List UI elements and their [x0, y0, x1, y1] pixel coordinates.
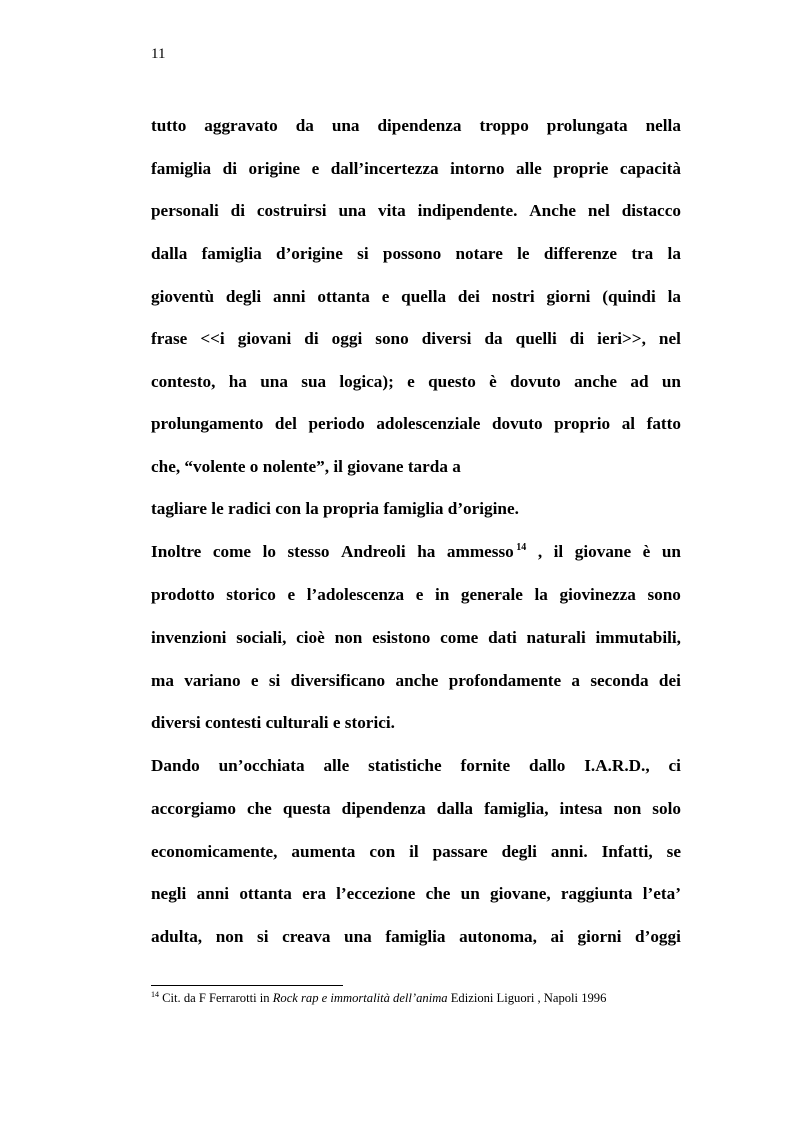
word: (quindi: [602, 287, 656, 306]
word: nella: [645, 116, 681, 135]
word: aumenta: [291, 842, 356, 861]
word: che: [246, 799, 272, 818]
word: dallo: [529, 756, 566, 775]
word: fatto: [646, 414, 681, 433]
word: giorni: [577, 927, 622, 946]
word: giovani: [237, 329, 292, 348]
word: passare: [432, 842, 488, 861]
word: differenze: [543, 244, 618, 263]
word: una: [344, 927, 372, 946]
word: si: [268, 671, 281, 690]
word: generale: [460, 585, 523, 604]
word: una: [331, 116, 360, 135]
word: autonoma,: [459, 927, 537, 946]
word: oggi: [331, 329, 363, 348]
word: creava: [282, 927, 331, 946]
text-line: [151, 370, 681, 394]
word: dei: [658, 671, 681, 690]
word: statistiche: [368, 756, 442, 775]
text-line: [151, 540, 681, 564]
word: d’oggi: [635, 927, 681, 946]
footnote: [151, 991, 606, 1006]
word: e: [407, 372, 415, 391]
word: dati: [488, 628, 517, 647]
word: prodotto: [151, 585, 215, 604]
word: quelli: [515, 329, 557, 348]
word: sono: [647, 585, 681, 604]
word: ieri>>,: [597, 329, 646, 348]
word: diversificano: [290, 671, 386, 690]
word: intorno: [450, 159, 505, 178]
word: diversi: [421, 329, 472, 348]
word: origine: [248, 159, 301, 178]
footnote-rule: [151, 985, 343, 986]
word: l’eta’: [642, 884, 681, 903]
footnote-book-title: Rock rap e immortalità dell’anima: [272, 991, 448, 1005]
word: le: [517, 244, 530, 263]
word: stesso: [287, 542, 330, 561]
word: personali: [151, 201, 219, 220]
word: di: [230, 201, 246, 220]
word: ad: [630, 372, 649, 391]
word: giovane: [574, 542, 632, 561]
word: cioè: [296, 628, 325, 647]
text-line: [151, 157, 681, 181]
word: contesto,: [151, 372, 216, 391]
word: variano: [184, 671, 241, 690]
word: ai: [550, 927, 564, 946]
text-line: [151, 797, 681, 821]
word: si: [257, 927, 269, 946]
word: è: [642, 542, 651, 561]
word: non: [215, 927, 244, 946]
word: con: [369, 842, 396, 861]
text-line: [151, 626, 681, 650]
word: dipendenza: [341, 799, 426, 818]
word: questo: [428, 372, 476, 391]
word: Infatti,: [601, 842, 653, 861]
word: notare: [455, 244, 503, 263]
footnote-number: 14: [151, 990, 159, 999]
word: è: [489, 372, 497, 391]
word: giovane,: [490, 884, 551, 903]
text-line: [151, 327, 681, 351]
word: storico: [226, 585, 276, 604]
word: lo: [262, 542, 276, 561]
word: prolungamento: [151, 414, 264, 433]
word: ammesso $^{14}$: [446, 542, 527, 561]
word: <<i: [200, 329, 225, 348]
word: ha: [417, 542, 436, 561]
word: un: [661, 542, 681, 561]
word: ottanta: [239, 884, 292, 903]
word: seconda: [590, 671, 649, 690]
word: degli: [225, 287, 262, 306]
word: anche: [574, 372, 618, 391]
word: non: [613, 799, 642, 818]
word: ma: [151, 671, 174, 690]
text-line: [151, 882, 681, 906]
word: dalla: [436, 799, 474, 818]
word: da: [295, 116, 314, 135]
word: invenzioni: [151, 628, 227, 647]
word: sono: [375, 329, 409, 348]
word: il: [409, 842, 419, 861]
word: e: [415, 585, 424, 604]
word: il: [553, 542, 564, 561]
text-line: [151, 199, 681, 223]
word: economicamente,: [151, 842, 278, 861]
word: Andreoli: [341, 542, 406, 561]
word: si: [357, 244, 369, 263]
word: esistono: [372, 628, 431, 647]
word: accorgiamo: [151, 799, 236, 818]
word: dei: [457, 287, 480, 306]
word: ha: [228, 372, 247, 391]
word: una: [260, 372, 288, 391]
word: adolescenziale: [376, 414, 481, 433]
word: tra: [631, 244, 654, 263]
word: Inoltre: [151, 542, 202, 561]
word: indipendente.: [417, 201, 518, 220]
word: giorni: [546, 287, 591, 306]
word: sociali,: [236, 628, 287, 647]
word: la: [534, 585, 548, 604]
word: anni: [196, 884, 230, 903]
word: ,: [537, 542, 543, 561]
word: ottanta: [317, 287, 370, 306]
word: al: [621, 414, 636, 433]
word: gioventù: [151, 287, 215, 306]
footnote-reference: 14: [513, 542, 527, 553]
word: dall’incertezza: [330, 159, 439, 178]
word: troppo: [479, 116, 529, 135]
word: anni.: [550, 842, 588, 861]
word: distacco: [621, 201, 681, 220]
word: immutabili,: [595, 628, 681, 647]
text-line: [151, 669, 681, 693]
word: e: [287, 585, 296, 604]
word: del: [274, 414, 297, 433]
word: dovuto: [510, 372, 561, 391]
word: dalla: [151, 244, 188, 263]
word: dovuto: [491, 414, 543, 433]
word: quella: [401, 287, 447, 306]
word: famiglia,: [484, 799, 549, 818]
word: di: [222, 159, 237, 178]
word: giovinezza: [559, 585, 636, 604]
text-line: che, “volente o nolente”, il giovane tarda a: [151, 457, 461, 476]
word: anche: [395, 671, 439, 690]
text-line: [151, 114, 681, 138]
word: proprie: [553, 159, 609, 178]
text-line: [151, 285, 681, 309]
word: nel: [587, 201, 610, 220]
word: vita: [378, 201, 406, 220]
word: e: [381, 287, 390, 306]
word: ci: [668, 756, 681, 775]
text-line: [151, 242, 681, 266]
word: come: [440, 628, 479, 647]
word: famiglia: [385, 927, 446, 946]
page-number: 11: [151, 46, 166, 62]
word: la: [667, 287, 681, 306]
word: alle: [323, 756, 350, 775]
word: negli: [151, 884, 187, 903]
text-line: [151, 925, 681, 949]
word: e: [250, 671, 259, 690]
word: I.A.R.D.,: [584, 756, 650, 775]
footnote-suffix: Edizioni Liguori , Napoli 1996: [447, 991, 607, 1005]
word: famiglia: [201, 244, 262, 263]
word: di: [304, 329, 319, 348]
text-line: [151, 412, 681, 436]
word: raggiunta: [560, 884, 633, 903]
word: degli: [501, 842, 537, 861]
word: l’adolescenza: [306, 585, 405, 604]
word: non: [334, 628, 363, 647]
text-line: diversi contesti culturali e storici.: [151, 713, 395, 732]
word: nostri: [491, 287, 535, 306]
word: frase: [151, 329, 188, 348]
word: era: [302, 884, 326, 903]
word: periodo: [308, 414, 365, 433]
text-line: [151, 840, 681, 864]
word: di: [569, 329, 585, 348]
word: da: [484, 329, 503, 348]
word: proprio: [554, 414, 611, 433]
word: naturali: [526, 628, 586, 647]
word: famiglia: [151, 159, 212, 178]
footnote-prefix: Cit. da F Ferrarotti in: [162, 991, 273, 1005]
word: come: [212, 542, 252, 561]
word: a: [571, 671, 581, 690]
word: nel: [658, 329, 681, 348]
word: questa: [282, 799, 331, 818]
word: solo: [652, 799, 681, 818]
word: anni: [273, 287, 306, 306]
word: profondamente: [448, 671, 562, 690]
word: sua: [301, 372, 327, 391]
word: possono: [382, 244, 442, 263]
word: un: [460, 884, 480, 903]
word: che: [425, 884, 451, 903]
word: tutto: [151, 116, 187, 135]
text-line: [151, 583, 681, 607]
word: fornite: [460, 756, 511, 775]
word: un’occhiata: [218, 756, 305, 775]
word: una: [338, 201, 367, 220]
word: l’eccezione: [336, 884, 416, 903]
word: alle: [516, 159, 542, 178]
word: un: [661, 372, 681, 391]
word: d’origine: [276, 244, 343, 263]
word: prolungata: [546, 116, 628, 135]
word: Anche: [529, 201, 577, 220]
text-line: tagliare le radici con la propria famiglia d’origine.: [151, 499, 519, 518]
word: capacità: [619, 159, 681, 178]
word: intesa: [559, 799, 603, 818]
word: se: [666, 842, 681, 861]
word: costruirsi: [256, 201, 327, 220]
text-line: [151, 754, 681, 778]
word: Dando: [151, 756, 200, 775]
word: dipendenza: [377, 116, 462, 135]
word: la: [667, 244, 681, 263]
word: e: [311, 159, 320, 178]
word: in: [434, 585, 450, 604]
word: adulta,: [151, 927, 203, 946]
word: logica);: [339, 372, 394, 391]
word: aggravato: [204, 116, 278, 135]
